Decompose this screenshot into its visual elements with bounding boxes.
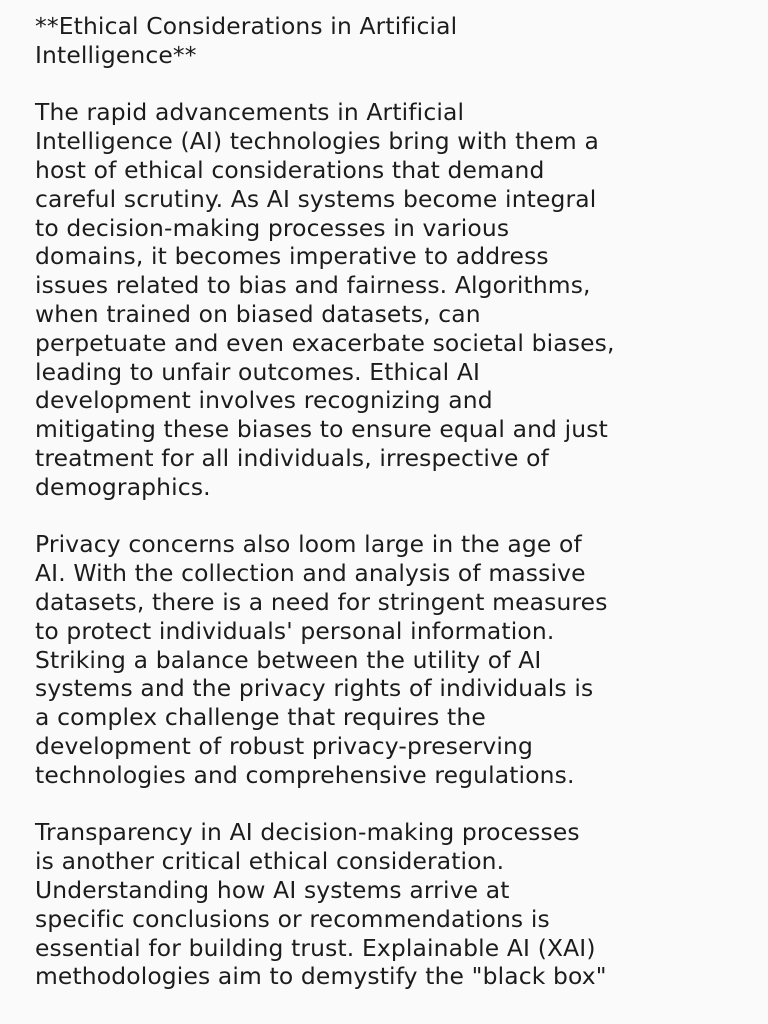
text-line: methodologies aim to demystify the "black box"	[35, 962, 607, 991]
text-line: issues related to bias and fairness. Algorithms,	[35, 271, 591, 300]
paragraph-gap	[35, 502, 735, 531]
document-title	[35, 12, 735, 70]
text-line: treatment for all individuals, irrespective of	[35, 443, 549, 472]
document-page	[35, 12, 735, 991]
paragraph-gap	[35, 790, 735, 819]
text-line: Privacy concerns also loom large in the age of	[35, 530, 582, 559]
text-line: careful scrutiny. As AI systems become integral	[35, 184, 597, 213]
title-line: **Ethical Considerations in Artificial	[35, 12, 458, 40]
paragraph-privacy	[35, 530, 735, 789]
text-line: specific conclusions or recommendations is	[35, 904, 550, 933]
text-line: domains, it becomes imperative to address	[35, 242, 549, 271]
text-line: development of robust privacy-preserving	[35, 731, 534, 760]
text-line: essential for building trust. Explainable AI (XAI)	[35, 933, 596, 962]
paragraph-gap	[35, 70, 735, 99]
text-line: datasets, there is a need for stringent measures	[35, 587, 608, 616]
text-line: when trained on biased datasets, can	[35, 299, 481, 328]
text-line: a complex challenge that requires the	[35, 703, 486, 732]
title-line: Intelligence**	[35, 40, 197, 69]
text-line: to protect individuals' personal information.	[35, 616, 555, 645]
text-line: to decision-making processes in various	[35, 213, 510, 242]
text-line: development involves recognizing and	[35, 386, 493, 415]
text-line: AI. With the collection and analysis of massive	[35, 559, 586, 588]
text-line: systems and the privacy rights of individuals is	[35, 674, 594, 703]
text-line: perpetuate and even exacerbate societal biases,	[35, 328, 615, 357]
text-line: leading to unfair outcomes. Ethical AI	[35, 357, 481, 386]
text-line: technologies and comprehensive regulations.	[35, 760, 575, 789]
text-line: is another critical ethical consideration.	[35, 847, 505, 876]
text-line: Intelligence (AI) technologies bring with them a	[35, 127, 599, 156]
paragraph-bias-fairness	[35, 98, 735, 501]
text-line: Transparency in AI decision-making processes	[35, 818, 580, 847]
text-line: The rapid advancements in Artificial	[35, 98, 465, 127]
text-line: Striking a balance between the utility of AI	[35, 645, 542, 674]
text-line: mitigating these biases to ensure equal and just	[35, 415, 608, 444]
text-line: Understanding how AI systems arrive at	[35, 875, 510, 904]
text-line: demographics.	[35, 472, 211, 501]
paragraph-transparency	[35, 818, 735, 991]
text-line: host of ethical considerations that demand	[35, 155, 545, 184]
